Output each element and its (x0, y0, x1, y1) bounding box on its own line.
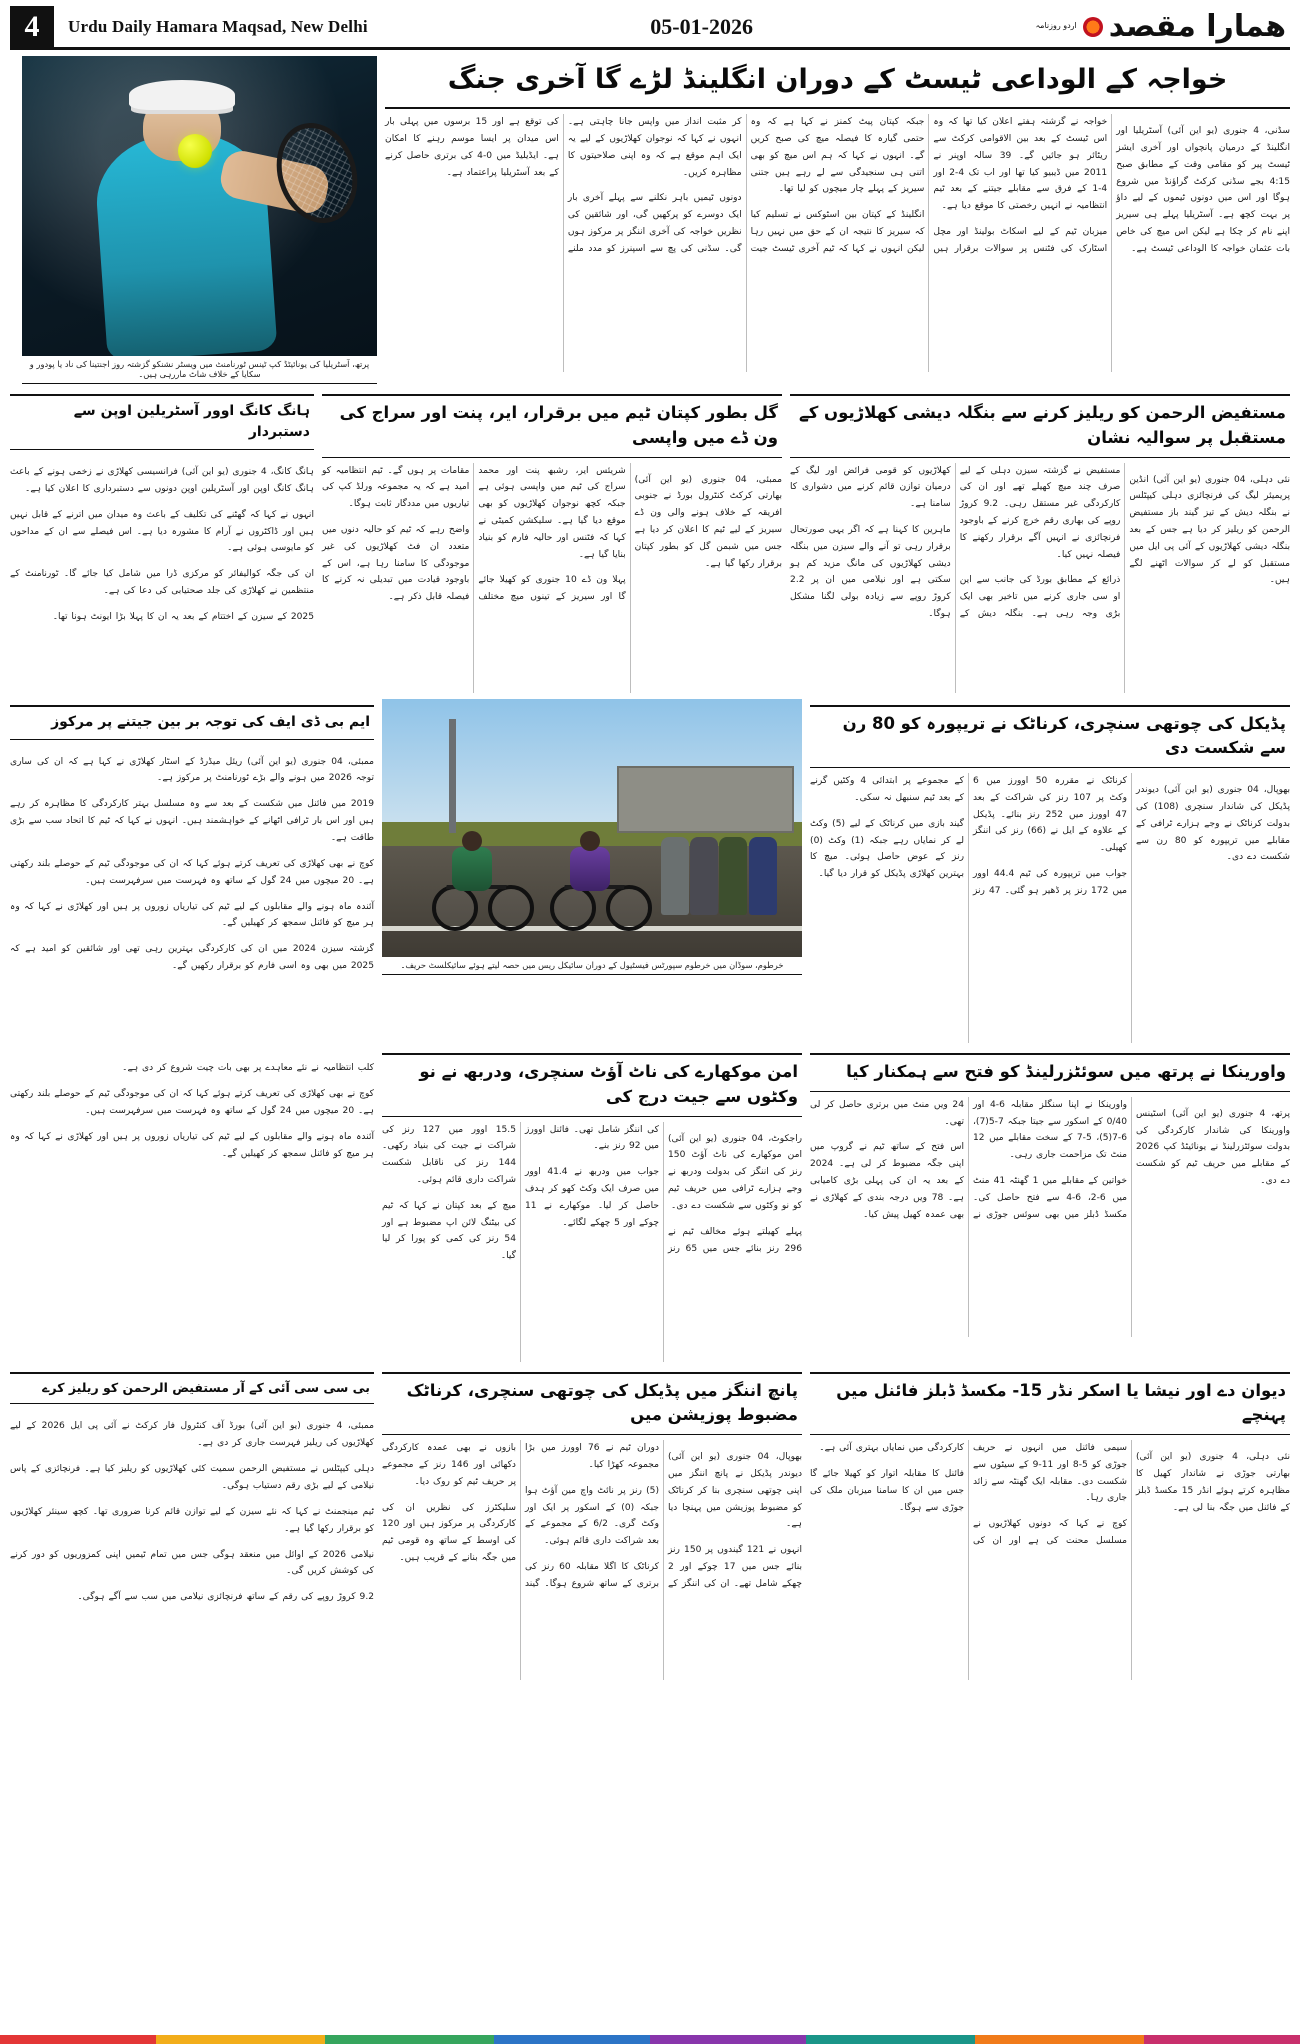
story-headline: گل بطور کپتان ٹیم میں برقرار، ایر، پنت اور سراج کی ون ڈے میں واپسی (322, 394, 782, 458)
paper-name: Urdu Daily Hamara Maqsad, New Delhi (68, 16, 368, 36)
paragraph: بھوپال، 04 جنوری (یو این آئی) دیوندر پڈیکل نے پانچ اننگز میں اپنی چوتھی سنچری بنا کر کرناٹک کو مضبوط پوزیشن میں پہنچا دیا ہے۔ (668, 1452, 803, 1530)
paragraph: خواتین کے مقابلے میں 1 گھنٹہ 41 منٹ میں 6-2، 6-4 سے فتح حاصل کی۔ مکسڈ ڈبلز میں بھی سوئس جوڑی نے 24 ویں منٹ میں برتری حاصل کر لی تھی۔ (810, 1099, 1128, 1220)
issue-date: 05-01-2026 (650, 13, 753, 39)
logo-wordmark: همارا مقصد (1108, 8, 1286, 44)
masthead-logo (1035, 6, 1290, 47)
story-mustafizur (790, 388, 1290, 693)
paragraph: اس فتح کے ساتھ ٹیم نے گروپ میں اپنی جگہ مضبوط کر لی ہے۔ 2024 کے بعد یہ ان کی پہلی بڑی کامیابی ہے۔ 78 ویں درجہ بندی کے کھلاڑی نے بھی عمدہ کھیل پیش کیا۔ (810, 1142, 964, 1220)
masthead (10, 6, 1290, 50)
story-headline: ہانگ کانگ اوور آسٹریلین اوپن سے دستبردار (10, 394, 314, 450)
paragraph: ممبئی، 04 جنوری (یو این آئی) بھارتی کرکٹ کنٹرول بورڈ نے جنوبی افریقہ کے خلاف ہونے والی ون ڈے سیریز کے لیے ٹیم کا اعلان کر دیا ہے جس میں شبمن گل کو بطور کپتان برقرار رکھا گیا ہے۔ (634, 474, 782, 569)
story-wawrinka (810, 1047, 1290, 1362)
paragraph: واضح رہے کہ ٹیم کو حالیہ دنوں میں متعدد ان فٹ کھلاڑیوں کی غیر موجودگی کا سامنا رہا ہے، اس کے باوجود قیادت میں تبدیلی نہ کرنے کا فیصلہ قابل ذکر ہے۔ (322, 525, 470, 603)
logo-emblem-icon (1083, 17, 1103, 37)
paragraph: ممبئی، 04 جنوری (یو این آئی) ریئل میڈرڈ کے اسٹار کھلاڑی نے کہا ہے کہ ان کی ساری توجہ 2026 میں ہونے والے بڑے ٹورنامنٹ پر مرکوز ہے۔ (10, 756, 374, 784)
paragraph: سلیکٹرز کی نظریں ان کی کارکردگی پر مرکوز ہیں اور 120 کی اوسط کے ساتھ وہ قومی ٹیم میں جگہ بنانے کے قریب ہیں۔ (382, 1502, 516, 1563)
paragraph: نیلامی 2026 کے اوائل میں منعقد ہوگی جس میں تمام ٹیمیں اپنی کمزوریوں کو دور کرنے کی کوشش کریں گی۔ (10, 1549, 374, 1577)
cycling-photo-block (382, 699, 802, 1044)
color-registration-strip (0, 2035, 1300, 2044)
lead-story-column (385, 56, 1290, 384)
paragraph: واورینکا نے اپنا سنگلز مقابلہ 6-4 اور 0/40 کے اسکور سے جیتا جبکہ 7-5(7)، 6-7(5)، 5-7 کے سخت مقابلے میں 12 منٹ تک مزاحمت جاری رہی۔ (973, 1099, 1128, 1161)
story-body (810, 773, 1290, 1043)
lead-paragraph: دونوں ٹیمیں باہر نکلنے سے پہلے آخری بار ایک دوسرے کو پرکھیں گی، اور شائقین کی نظریں خواجہ کی آخری اننگز پر مرکوز ہوں گی۔ سڈنی کی پچ سے اسپنرز کو مدد ملنے کی توقع ہے اور 15 برسوں میں پہلی بار اس میدان پر ایسا موسم رہنے کا امکان ہے۔ ایڈیلیڈ میں 0-4 کی برتری حاصل کرنے کے بعد آسٹریلیا پراعتماد ہے۔ (385, 117, 742, 254)
paragraph: ہانگ کانگ، 4 جنوری (یو این آئی) فرانسیسی کھلاڑی نے زخمی ہونے کے باعث ہانگ کانگ اوپن اور آسٹریلین اوپن دونوں سے دستبرداری کا اعلان کیا ہے۔ (10, 467, 314, 494)
story-padikkal (810, 699, 1290, 1044)
story-headline: پڈیکل کی چوتھی سنچری، کرناٹک نے تریپورہ کو 80 رن سے شکست دی (810, 705, 1290, 769)
cyclist (432, 821, 542, 931)
paragraph: راجکوٹ، 04 جنوری (یو این آئی) امن موکھارے کی ناٹ آؤٹ 150 رنز کی اننگز کی بدولت ودربھ نے وجے ہزارے ٹرافی میں حریف ٹیم کو نو وکٹوں سے شکست دے دی۔ (668, 1133, 803, 1211)
paragraph: ان کی جگہ کوالیفائر کو مرکزی ڈرا میں شامل کیا جائے گا۔ ٹورنامنٹ کے منتظمین نے کھلاڑی کی جلد صحتیابی کی دعا کی ہے۔ (10, 569, 314, 597)
paragraph: انہوں نے 121 گیندوں پر 150 رنز بنائے جس میں 17 چوکے اور 2 چھکے شامل تھے۔ ان کی اننگز کے دوران ٹیم نے 76 اوورز میں بڑا مجموعہ کھڑا کیا۔ (525, 1443, 802, 1589)
story-body (810, 1097, 1290, 1337)
paragraph: پرتھ، 4 جنوری (یو این آئی) اسٹینس واورینکا کی شاندار کارکردگی کی بدولت سوئٹزرلینڈ نے یونائیٹڈ کپ 2026 کے مقابلے میں حریف ٹیم کو شکست دے دی۔ (1136, 1108, 1290, 1187)
cycling-photo-caption: خرطوم، سوڈان میں خرطوم سپورٹس فیسٹیول کے دوران سائیکل ریس میں حصہ لیتے ہوئے سائیکلسٹ حریف۔ (382, 957, 802, 975)
story-body (322, 463, 782, 693)
paragraph: 9.2 کروڑ روپے کی رقم کے ساتھ فرنچائزی نیلامی میں سب سے آگے ہوگی۔ (77, 1592, 374, 1603)
paragraph: ذرائع کے مطابق بورڈ کی جانب سے این او سی جاری کرنے میں تاخیر بھی ایک بڑی وجہ رہی ہے۔ بنگلہ دیش کے کھلاڑیوں کو قومی فرائض اور لیگ کے درمیان توازن قائم کرنے میں دشواری کا سامنا ہے۔ (790, 465, 1121, 620)
top-section (10, 56, 1290, 384)
story-mbappe (10, 699, 374, 1044)
paragraph: (5) رنز پر نائٹ واچ مین آؤٹ ہوا جبکہ (0) کے اسکور پر ایک اور وکٹ گری۔ 6/2 کے مجموعے کے بعد شراکت داری قائم ہوئی۔ (525, 1485, 659, 1547)
lead-paragraph: انگلینڈ کے کپتان بین اسٹوکس نے تسلیم کیا کہ سیریز کا نتیجہ ان کے حق میں نہیں رہا لیکن انہوں نے کہا کہ ٹیم آخری ٹیسٹ جیت کر مثبت انداز میں واپس جانا چاہتی ہے۔ انہوں نے کہا کہ نوجوان کھلاڑیوں کے لیے یہ ایک اہم موقع ہے کہ وہ اپنی صلاحیتوں کا مظاہرہ کریں۔ (567, 117, 925, 254)
story-headline: بی سی سی آئی کے آر مستفیض الرحمن کو ریلیز کرے (10, 1372, 374, 1405)
second-band (10, 388, 1290, 693)
story-amon-mokhare (382, 1047, 802, 1362)
tennis-ball-icon (178, 134, 212, 168)
paragraph: ٹیم مینجمنٹ نے کہا کہ نئے سیزن کے لیے توازن قائم کرنا ضروری تھا۔ کچھ سینئر کھلاڑیوں کو برقرار رکھا گیا ہے۔ (10, 1506, 374, 1534)
paragraph: کوچ نے بھی کھلاڑی کی تعریف کرتے ہوئے کہا کہ ان کی موجودگی ٹیم کے حوصلے بلند رکھتی ہے۔ 20 میچوں میں 24 گول کے ساتھ وہ فہرست میں سرفہرست ہیں۔ (10, 1089, 374, 1116)
story-headline: امن موکھارے کی ناٹ آؤٹ سنچری، ودربھ نے نو وکٹوں سے جیت درج کی (382, 1053, 802, 1117)
paragraph: آئندہ ماہ ہونے والے مقابلوں کے لیے ٹیم کی تیاریاں زوروں پر ہیں اور کھلاڑی نے کہا کہ وہ ہر میچ کو فائنل سمجھ کر کھیلیں گے۔ (10, 901, 374, 929)
story-body (10, 745, 374, 1015)
story-body (382, 1440, 802, 1680)
lead-paragraph: سڈنی، 4 جنوری (یو این آئی) آسٹریلیا اور انگلینڈ کے درمیان پانچواں اور آخری ایشز ٹیسٹ پیر کو مقامی وقت کے مطابق صبح 4:15 بجے سڈنی کرکٹ گراؤنڈ میں شروع ہوگا اور اس میں دونوں ٹیموں کے لیے داؤ پر بہت کچھ ہے۔ آسٹریلیا پہلے ہی سیریز اپنے نام کر چکا ہے لیکن اس میچ کی خاص بات عثمان خواجہ کا الوداعی ٹیسٹ ہے۔ (1116, 126, 1290, 254)
paragraph: پہلا ون ڈے 10 جنوری کو کھیلا جائے گا اور سیریز کے تینوں میچ مختلف مقامات پر ہوں گے۔ ٹیم انتظامیہ کو امید ہے کہ یہ مجموعہ ورلڈ کپ کی تیاریوں میں مددگار ثابت ہوگا۔ (322, 465, 626, 603)
story-padikkal-second (382, 1366, 802, 1681)
paragraph: شریئس ایر، رشبھ پنت اور محمد سراج کی ٹیم میں واپسی ہوئی ہے جبکہ کچھ نوجوان کھلاڑیوں کو بھی موقع دیا گیا ہے۔ سلیکشن کمیٹی نے کہا کہ فٹنس اور حالیہ فارم کو بنیاد بنایا گیا ہے۔ (478, 465, 626, 560)
paragraph: 2019 میں فائنل میں شکست کے بعد سے وہ مسلسل بہتر کارکردگی کا مظاہرہ کر رہے ہیں اور اس بار ٹرافی اٹھانے کے خواہشمند ہیں۔ انہوں نے کہا کہ ٹیم کا اتحاد سب سے بڑی طاقت ہے۔ (10, 799, 374, 843)
paragraph: ممبئی، 4 جنوری (یو این آئی) بورڈ آف کنٹرول فار کرکٹ نے آئی پی ایل 2026 کے لیے کھلاڑیوں کی ریلیز فہرست جاری کر دی ہے۔ (10, 1421, 374, 1449)
paragraph: نئی دہلی، 04 جنوری (یو این آئی) انڈین پریمیئر لیگ کی فرنچائزی دہلی کیپٹلس نے بنگلہ دیش کے تیز گیند باز مستفیض الرحمن کو ریلیز کر دیا ہے جس کے بعد بنگلہ دیشی کھلاڑیوں کے آئی پی ایل میں مستقبل کو لے کر سوالات اٹھنے لگے ہیں۔ (1129, 474, 1290, 586)
paragraph: دہلی کیپٹلس نے مستفیض الرحمن سمیت کئی کھلاڑیوں کو ریلیز کیا ہے۔ فرنچائزی کے پاس نیلامی کے لیے بڑی رقم دستیاب ہوگی۔ (10, 1464, 374, 1491)
story-body (382, 1122, 802, 1362)
paragraph: کرناٹک کا اگلا مقابلہ 60 رنز کی برتری کے ساتھ شروع ہوگا۔ گیند بازوں نے بھی عمدہ کارکردگی دکھائی اور 146 رنز کے مجموعے پر حریف ٹیم کو روک دیا۔ (382, 1443, 659, 1589)
story-diwan (810, 1366, 1290, 1681)
paragraph: گیند بازی میں کرناٹک کے لیے (5) وکٹ لے کر نمایاں رہے جبکہ (1) وکٹ (0) رنز کے عوض حاصل ہوئی۔ میچ کا بہترین کھلاڑی پڈیکل کو قرار دیا گیا۔ (810, 818, 964, 880)
lead-body (385, 114, 1290, 372)
story-headline: ایم بی ڈی ایف کی توجہ بر بین جیتنے پر مرکوز (10, 705, 374, 740)
story-hong-kong (10, 388, 314, 693)
paragraph: مستفیض نے گزشتہ سیزن دہلی کے لیے صرف چند میچ کھیلے تھے اور ان کی کارکردگی غیر مستقل رہی۔ 9.2 کروڑ روپے کی بھاری رقم خرچ کرنے کے باوجود فرنچائزی نے انہیں آگے برقرار رکھنے کا فیصلہ نہیں کیا۔ (959, 465, 1121, 560)
story-gill-captain (322, 388, 782, 693)
story-body (10, 1047, 374, 1315)
story-headline: پانچ اننگز میں پڈیکل کی چوتھی سنچری، کرناٹک مضبوط پوزیشن میں (382, 1372, 802, 1436)
story-body (10, 455, 314, 685)
lead-photo-caption: پرتھ، آسٹریلیا کی یونائیٹڈ کپ ٹینس ٹورنامنٹ میں ویسٹر نشنکو گزشتہ روز اجنتینا کی ناد یا پودور و سکایا کے خلاف شاٹ ماررہی ہیں۔ (22, 356, 377, 384)
lead-paragraph: خواجہ نے گزشتہ ہفتے اعلان کیا تھا کہ وہ اس ٹیسٹ کے بعد بین الاقوامی کرکٹ سے ریٹائر ہو جائیں گے۔ 39 سالہ اوپنر نے 2011 میں ڈیبیو کیا تھا اور اب تک 4-2 اور 4-1 کے فرق سے مقابلے جیتنے کے بعد ٹیم انتظامیہ نے انہیں رخصتی کا موقع دیا ہے۔ (933, 117, 1108, 212)
bottom-band (10, 1366, 1290, 1681)
paragraph: کلب انتظامیہ نے نئے معاہدے پر بھی بات چیت شروع کر دی ہے۔ (122, 1063, 374, 1074)
page-number: 4 (10, 6, 54, 47)
story-headline: واورینکا نے پرتھ میں سوئٹزرلینڈ کو فتح سے ہمکنار کیا (810, 1053, 1290, 1092)
third-band (10, 699, 1290, 1044)
story-headline: دیوان دے اور نیشا یا اسکر نڈر 15- مکسڈ ڈبلز فائنل میں پہنچے (810, 1372, 1290, 1436)
paragraph: فائنل کا مقابلہ اتوار کو کھیلا جائے گا جس میں ان کا سامنا میزبان ملک کی جوڑی سے ہوگا۔ (810, 1468, 964, 1513)
paragraph: جواب میں تریپورہ کی ٹیم 44.4 اوور میں 172 رنز پر ڈھیر ہو گئی۔ 47 رنز کے مجموعے پر ابتدائی 4 وکٹیں گرنے کے بعد ٹیم سنبھل نہ سکی۔ (810, 776, 1128, 896)
paragraph: 2025 کے سیزن کے اختتام کے بعد یہ ان کا پہلا بڑا ایونٹ ہونا تھا۔ (52, 612, 314, 623)
logo-subtitle: اردو روزنامہ (1035, 21, 1077, 31)
paragraph: کوچ نے بھی کھلاڑی کی تعریف کرتے ہوئے کہا کہ ان کی موجودگی ٹیم کے حوصلے بلند رکھتی ہے۔ 20 میچوں میں 24 گول کے ساتھ وہ فہرست میں سرفہرست ہیں۔ (10, 858, 374, 886)
paragraph: نئی دہلی، 4 جنوری (یو این آئی) بھارتی جوڑی نے شاندار کھیل کا مظاہرہ کرتے ہوئے انڈر 15 مکسڈ ڈبلز کے فائنل میں جگہ بنا لی ہے۔ (1136, 1452, 1291, 1513)
lead-headline: خواجہ کے الوداعی ٹیسٹ کے دوران انگلینڈ لڑے گا آخری جنگ (447, 64, 1228, 95)
paragraph: میچ کے بعد کپتان نے کہا کہ ٹیم کی بیٹنگ لائن اپ مضبوط ہے اور 54 رنز کی کمی کو پورا کر لیا گیا۔ (382, 1200, 516, 1262)
story-bcci-release (10, 1366, 374, 1681)
paragraph: جواب میں ودربھ نے 41.4 اوور میں صرف ایک وکٹ کھو کر ہدف حاصل کر لیا۔ موکھارے نے 11 چوکے اور 5 چھکے لگائے۔ (525, 1167, 659, 1228)
paragraph: انہوں نے کہا کہ گھٹنے کی تکلیف کے باعث وہ میدان میں اترنے کے قابل نہیں ہیں اور ڈاکٹروں نے آرام کا مشورہ دیا ہے۔ اس فیصلے سے ان کے مداحوں کو مایوسی ہوئی ہے۔ (10, 509, 314, 554)
lead-photo-column (22, 56, 377, 384)
story-mbappe-continued (10, 1047, 374, 1362)
story-body (790, 463, 1290, 693)
paragraph: ماہرین کا کہنا ہے کہ اگر یہی صورتحال برقرار رہی تو آنے والے سیزن میں بنگلہ دیشی کھلاڑیوں کی مانگ مزید کم ہو سکتی ہے اور نیلامی میں ان پر 2.2 کروڑ روپے سے زیادہ بولی لگنا مشکل ہوگا۔ (790, 525, 951, 620)
lead-paragraph: میزبان ٹیم کے لیے اسکاٹ بولینڈ اور مچل اسٹارک کی فٹنس پر سوالات برقرار ہیں جبکہ کپتان پیٹ کمنز نے کہا ہے کہ وہ حتمی گیارہ کا فیصلہ میچ کی صبح کریں گے۔ انہوں نے کہا کہ ہم اس میچ کو بھی اتنی ہی سنجیدگی سے لے رہے ہیں جتنی سیریز کے پہلے چار میچوں کو لیا تھا۔ (750, 117, 1108, 254)
fourth-band (10, 1047, 1290, 1362)
story-body (10, 1409, 374, 1649)
story-body (810, 1440, 1290, 1680)
cyclist (550, 821, 660, 931)
paragraph: آئندہ ماہ ہونے والے مقابلوں کے لیے ٹیم کی تیاریاں زوروں پر ہیں اور کھلاڑی نے کہا کہ وہ ہر میچ کو فائنل سمجھ کر کھیلیں گے۔ (10, 1131, 374, 1159)
paragraph: پہلے کھیلتے ہوئے مخالف ٹیم نے 296 رنز بنائے جس میں 65 رنز کی اننگز شامل تھی۔ فائنل اوورز میں 92 رنز بنے۔ (525, 1124, 802, 1254)
paragraph: کوچ نے کہا کہ دونوں کھلاڑیوں نے مسلسل محنت کی ہے اور ان کی کارکردگی میں نمایاں بہتری آئی ہے۔ (819, 1443, 1127, 1547)
paragraph: 15.5 اوور میں 127 رنز کی شراکت نے جیت کی بنیاد رکھی۔ 144 رنز کی ناقابل شکست شراکت داری قائم ہوئی۔ (382, 1124, 516, 1185)
khartoum-cycling-photo (382, 699, 802, 957)
paragraph: سیمی فائنل میں انہوں نے حریف جوڑی کو 5-8 اور 11-9 کے سیٹوں سے شکست دی۔ مقابلہ ایک گھنٹہ سے زائد جاری رہا۔ (973, 1443, 1128, 1504)
tennis-player-photo (22, 56, 377, 356)
paragraph: گزشتہ سیزن 2024 میں ان کی کارکردگی بہترین رہی تھی اور شائقین کو امید ہے کہ 2025 میں بھی وہ اسی فارم کو برقرار رکھیں گے۔ (10, 944, 374, 972)
paragraph: بھوپال، 04 جنوری (یو این آئی) دیوندر پڈیکل کی شاندار سنچری (108) کی بدولت کرناٹک نے وجے ہزارے ٹرافی کے مقابلے میں تریپورہ کو 80 رن سے شکست دے دی۔ (1136, 785, 1290, 863)
paragraph: کرناٹک نے مقررہ 50 اوورز میں 6 وکٹ پر 107 رنز کی شراکت کے بعد 47 اوورز میں 252 رنز بنائے۔ پڈیکل کے علاوہ کے ایل نے (66) رنز کی اننگز کھیلی۔ (973, 776, 1128, 854)
story-headline: مستفیض الرحمن کو ریلیز کرنے سے بنگلہ دیشی کھلاڑیوں کے مستقبل پر سوالیہ نشان (790, 394, 1290, 458)
